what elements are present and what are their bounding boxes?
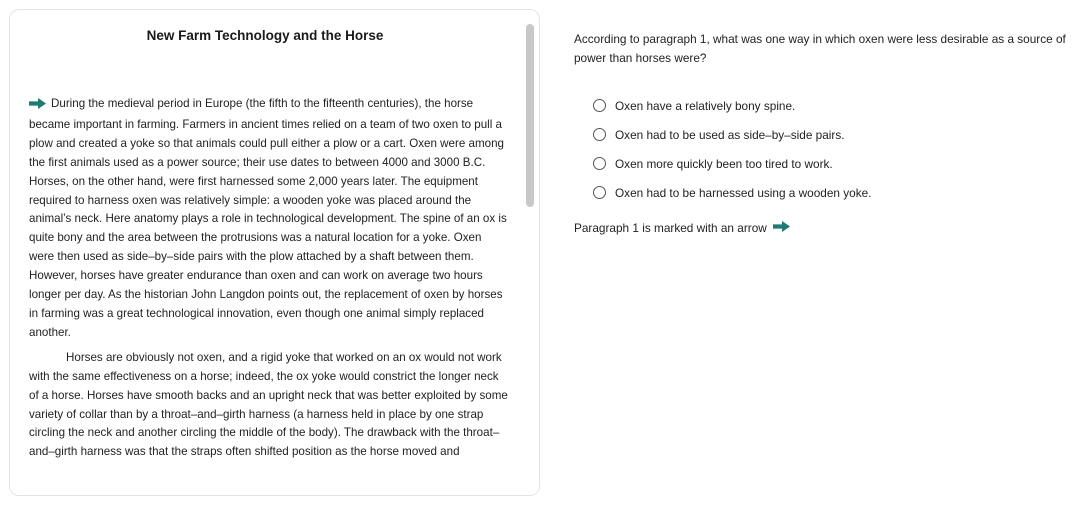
passage-body	[29, 95, 509, 468]
answer-option-2[interactable]	[593, 120, 1074, 149]
answer-option-3[interactable]	[593, 149, 1074, 178]
radio-button[interactable]	[593, 128, 606, 141]
paragraph-1-text: During the medieval period in Europe (the fifth to the fifteenth centuries), the horse became important in farming. Farmers in ancient times relied on a team of two oxen to pull a plow and created a yoke so that animals could pull either a plow or a cart. Oxen were among the first animals used as a power source; their use dates to between 4000 and 3000 B.C. Horses, on the other hand, were first harnessed some 2,000 years later. The equipment required to harness oxen was relatively simple: a wooden yoke was placed around the animal’s neck. Here anatomy plays a role in technological development. The spine of an ox is quite bony and the area between the protrusions was a natural location for a yoke. Oxen were then used as side–by–side pairs with the plow attached by a shaft between them. However, horses have greater endurance than oxen and can work on average two hours longer per day. As the historian John Langdon points out, the replacement of oxen by horses in farming was a great technological innovation, even though one animal simply replaced another.	[29, 97, 507, 339]
question-panel	[574, 30, 1074, 235]
passage-panel	[9, 9, 540, 496]
passage-scrollbar[interactable]	[525, 24, 535, 490]
right-arrow-icon	[29, 97, 46, 116]
passage-scrollbar-thumb[interactable]	[526, 24, 534, 207]
paragraph-2-text: Horses are obviously not oxen, and a rigid yoke that worked on an ox would not work with the same effectiveness on a horse; indeed, the ox yoke would constrict the longer neck of a horse. Horses have smooth backs and an upright neck that was better exploited by some variety of collar than by a throat–and–girth harness (a harness held in place by one strap circling the neck and another circling the middle of the body). The drawback with the throat–and–girth harness was that the straps often shifted position as the horse moved and	[29, 350, 508, 459]
answer-options	[593, 91, 1074, 207]
passage-title: New Farm Technology and the Horse	[146, 28, 384, 43]
right-arrow-icon	[773, 221, 790, 235]
paragraph-note-text: Paragraph 1 is marked with an arrow	[574, 221, 767, 235]
passage-scroll-area[interactable]	[10, 10, 539, 495]
radio-button[interactable]	[593, 157, 606, 170]
radio-button[interactable]	[593, 186, 606, 199]
passage-paragraph-1	[29, 95, 509, 343]
paragraph-note	[574, 221, 1074, 235]
answer-option-1[interactable]	[593, 91, 1074, 120]
passage-paragraph-2	[29, 349, 509, 462]
radio-button[interactable]	[593, 99, 606, 112]
answer-option-4[interactable]	[593, 178, 1074, 207]
scroll-fade	[10, 473, 539, 495]
question-text: According to paragraph 1, what was one way in which oxen were less desirable as a source of power than horses were?	[574, 32, 1066, 65]
answer-option-label: Oxen have a relatively bony spine.	[615, 98, 796, 113]
answer-option-label: Oxen more quickly been too tired to work.	[615, 156, 833, 171]
answer-option-label: Oxen had to be harnessed using a wooden yoke.	[615, 185, 872, 200]
answer-option-label: Oxen had to be used as side–by–side pairs.	[615, 127, 845, 142]
